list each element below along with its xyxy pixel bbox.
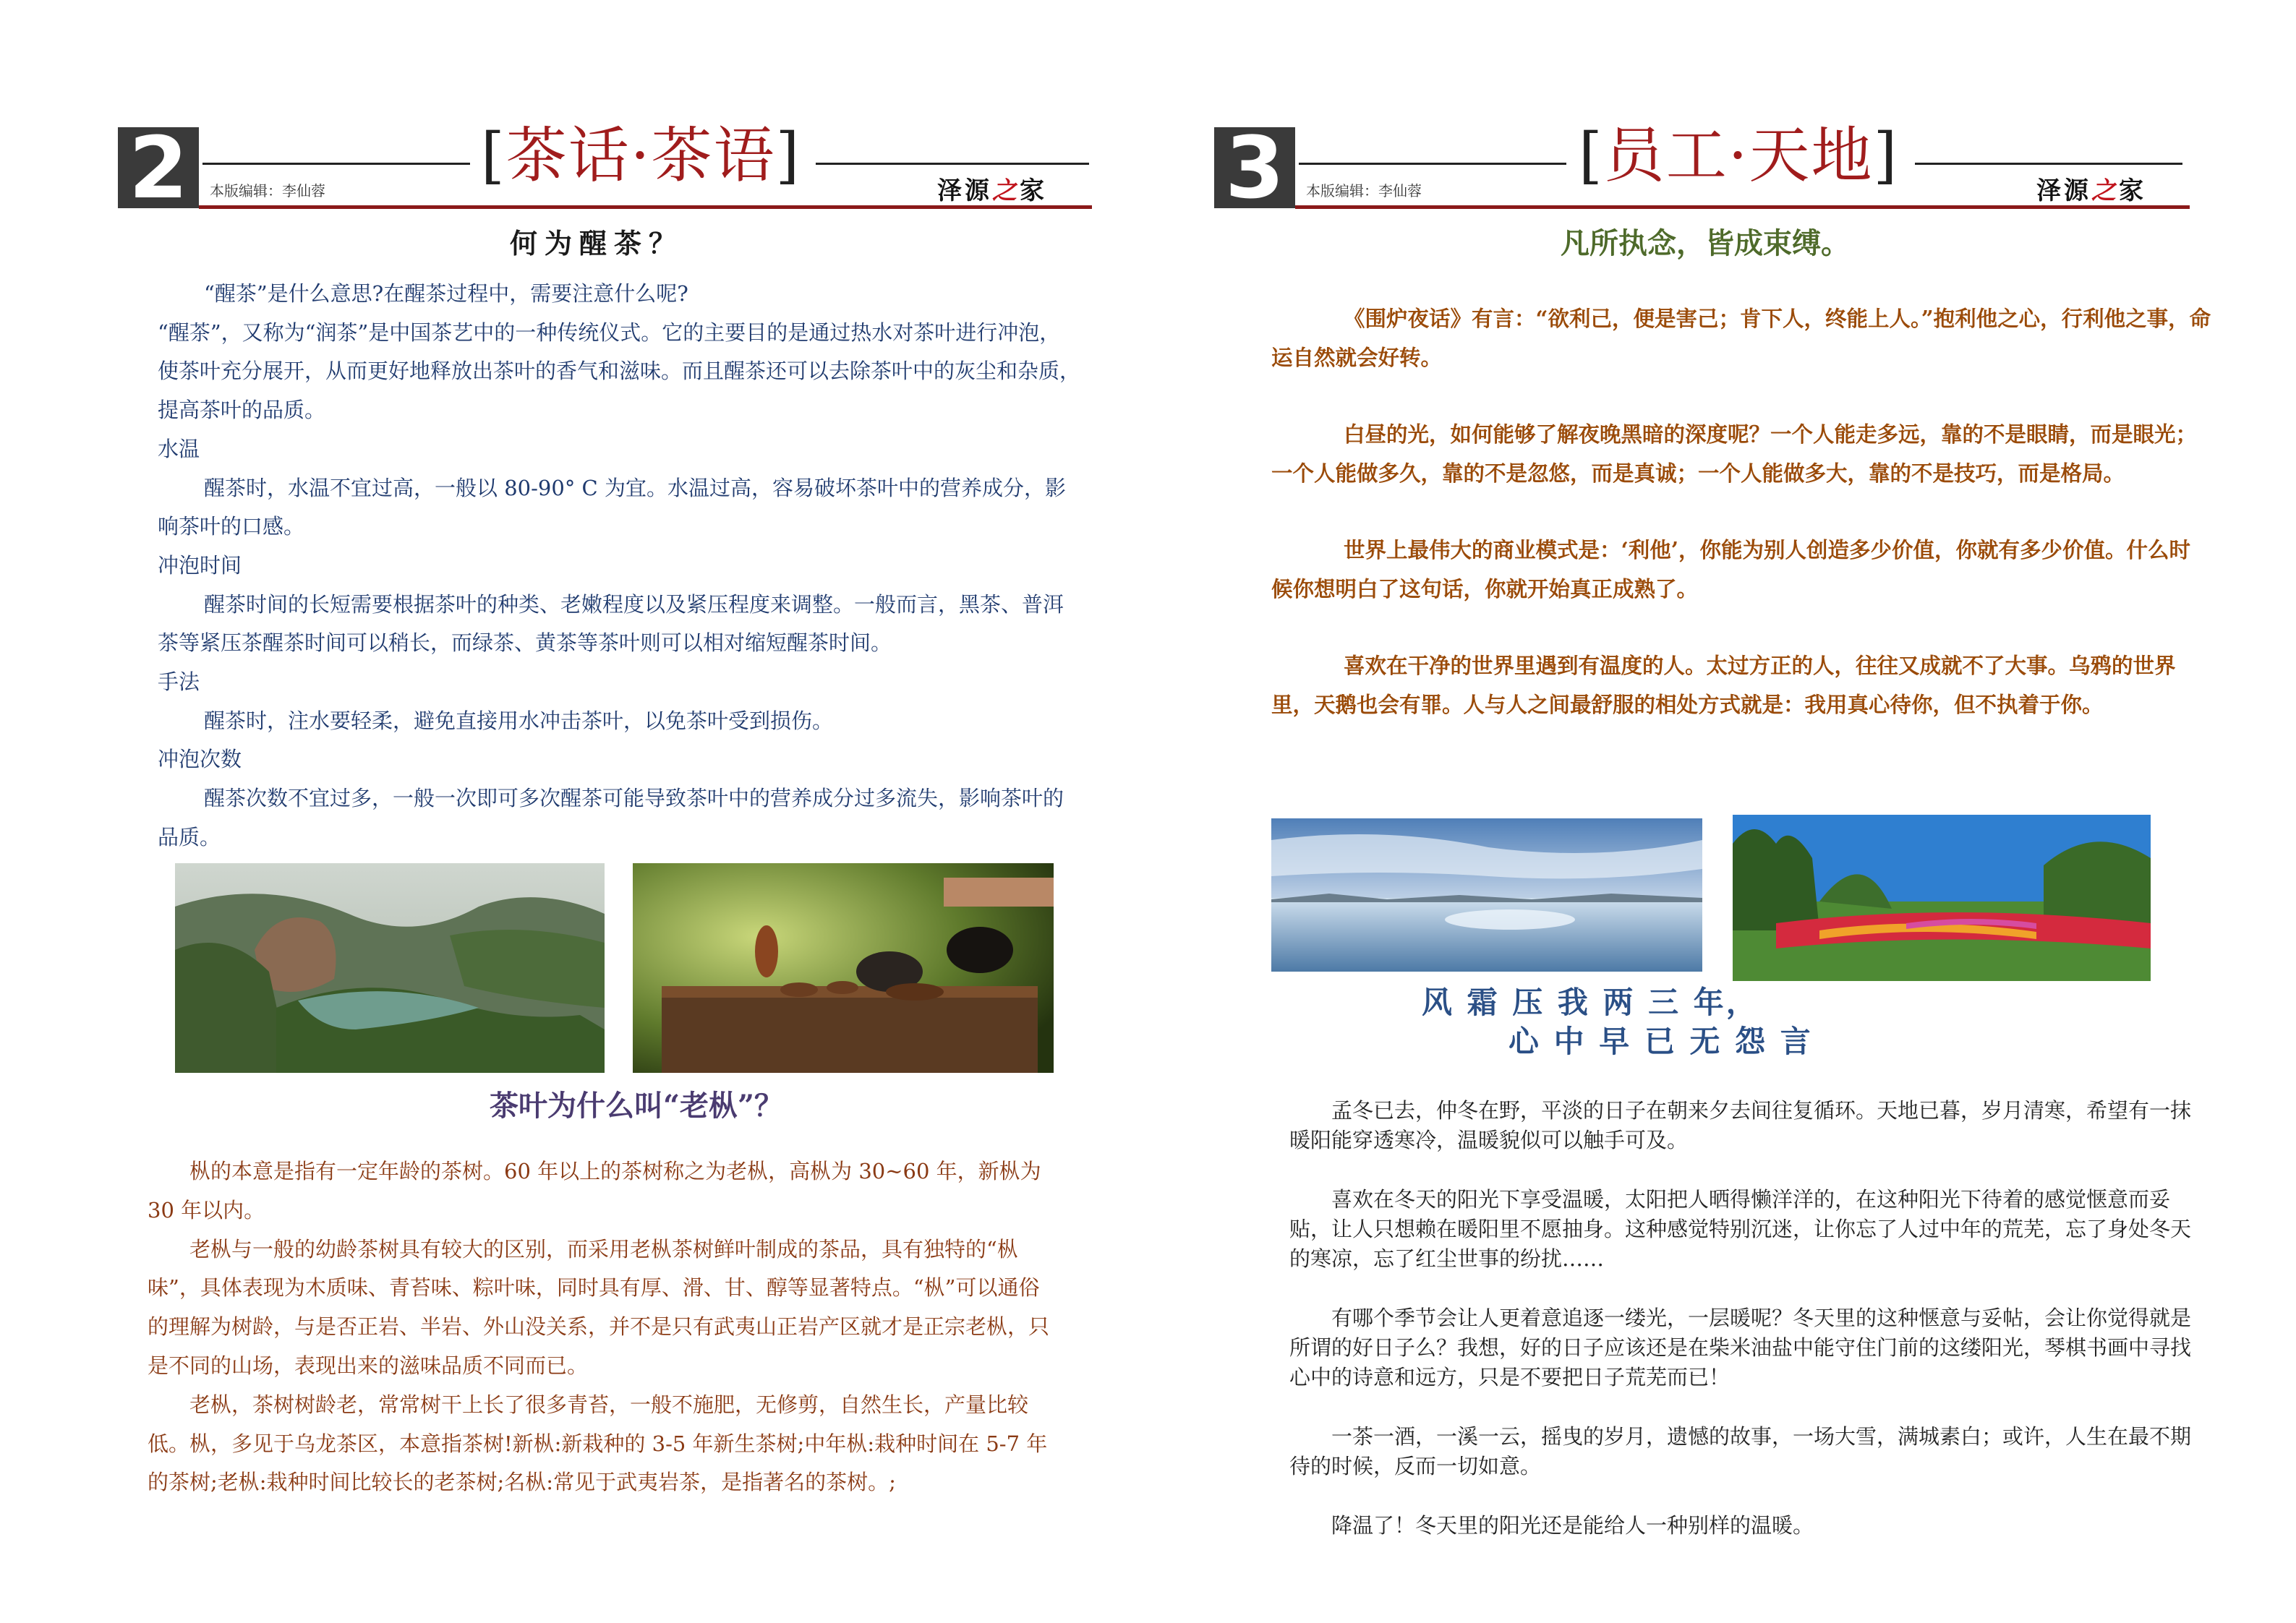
- article1-line: “醒茶”是什么意思?在醒茶过程中，需要注意什么呢?: [204, 281, 688, 306]
- title-bracket-close: ]: [775, 120, 801, 191]
- article1-body: [158, 275, 1080, 857]
- essay-paragraph: 降温了！冬天里的阳光还是能给人一种别样的温暖。: [1331, 1513, 1814, 1538]
- article1-line: 冲泡次数: [158, 747, 242, 772]
- title-bracket-open: [: [1579, 120, 1604, 191]
- poem-line-1: 风 霜 压 我 两 三 年，: [1422, 985, 1759, 1020]
- article1-line: 醒茶时间的长短需要根据茶叶的种类、老嫩程度以及紧压程度来调整。一般而言，黑茶、普洱茶等紧压茶醒茶时间可以稍长，而绿茶、黄茶等茶叶则可以相对缩短醒茶时间。: [158, 591, 1064, 656]
- paragraph-gap: [1289, 1274, 2195, 1303]
- paragraph-gap: [1271, 377, 2211, 415]
- header-rule-left: [1299, 163, 1566, 165]
- header-rule-right: [816, 163, 1089, 165]
- header-rule-left: [202, 163, 470, 165]
- article1-line: 醒茶时，水温不宜过高，一般以 80-90° C 为宜。水温过高，容易破坏茶叶中的营养成分，影响茶叶的口感。: [158, 475, 1066, 539]
- article1-line: “醒茶”，又称为“润茶”是中国茶艺中的一种传统仪式。它的主要目的是通过热水对茶叶进行冲泡，使茶叶充分展开，从而更好地释放出茶叶的香气和滋味。而且醒茶还可以去除茶叶中的灰尘和杂质，提高茶叶的品质。: [158, 320, 1081, 423]
- paragraph-gap: [1289, 1481, 2195, 1511]
- essay-paragraph: 有哪个季节会让人更着意追逐一缕光，一层暖呢？冬天里的这种惬意与妥帖，会让你觉得就是所谓的好日子么？我想，好的日子应该还是在柴米油盐中能守住门前的这缕阳光，琴棋书画中寻找心中的诗意和远方，只是不要把日子荒芜而已！: [1289, 1306, 2192, 1389]
- paragraph-gap: [1271, 608, 2211, 646]
- article1-line: 水温: [158, 436, 200, 461]
- article2-paragraph: 老枞，茶树树龄老，常常树干上长了很多青苔，一般不施肥，无修剪，自然生长，产量比较低。枞，多见于乌龙茶区，本意指茶树!新枞:新栽种的 3-5 年新生茶树;中年枞:栽种时间在 5-7 年的茶树;老枞:栽种时间比较长的老茶树;名枞:常见于武夷岩茶，是指著名的茶树。;: [148, 1392, 1048, 1495]
- quote-title: 凡所执念，皆成束缚。: [1561, 226, 1850, 260]
- article2-paragraph: 枞的本意是指有一定年龄的茶树。60 年以上的茶树称之为老枞，高枞为 30~60 年，新枞为 30 年以内。: [148, 1159, 1041, 1222]
- editor-credit: 本版编辑：李仙蓉: [210, 182, 325, 200]
- quote-paragraph: 喜欢在干净的世界里遇到有温度的人。太过方正的人，往往又成就不了大事。乌鸦的世界里，天鹅也会有罪。人与人之间最舒服的相处方式就是：我用真心待你，但不执着于你。: [1271, 653, 2176, 717]
- park-flowers-photo: [1733, 815, 2151, 981]
- essay-paragraph: 孟冬已去，仲冬在野，平淡的日子在朝来夕去间往复循环。天地已暮，岁月清寒，希望有一抹暖阳能穿透寒冷，温暖貌似可以触手可及。: [1289, 1098, 2192, 1152]
- essay-body: [1289, 1096, 2195, 1541]
- brand-part: 泽源: [937, 176, 992, 205]
- title-bracket-close: ]: [1873, 120, 1899, 191]
- poem-line-2: 心 中 早 已 无 怨 言: [1508, 1024, 1813, 1059]
- article1-line: 手法: [158, 669, 200, 695]
- essay-paragraph: 一茶一酒，一溪一云，摇曳的岁月，遗憾的故事，一场大雪，满城素白；或许，人生在最不期待的时候，反而一切如意。: [1289, 1424, 2192, 1478]
- brand-part: 家: [2119, 176, 2146, 205]
- article2-body: [148, 1152, 1054, 1502]
- title-text: 茶话·茶语: [505, 120, 776, 191]
- brand-part: 泽源: [2036, 176, 2091, 205]
- paragraph-gap: [1271, 492, 2211, 531]
- article1-line: 醒茶时，注水要轻柔，避免直接用水冲击茶叶，以免茶叶受到损伤。: [204, 708, 834, 733]
- article1-line: 醒茶次数不宜过多，一般一次即可多次醒茶可能导致茶叶中的营养成分过多流失，影响茶叶的品质。: [158, 786, 1064, 849]
- quote-paragraph: 白昼的光，如何能够了解夜晚黑暗的深度呢？一个人能走多远，靠的不是眼睛，而是眼光；一个人能做多久，靠的不是忽悠，而是真诚；一个人能做多大，靠的不是技巧，而是格局。: [1271, 421, 2198, 486]
- mountain-river-photo: [175, 863, 605, 1073]
- page-number: 2: [118, 127, 199, 208]
- essay-paragraph: 喜欢在冬天的阳光下享受温暖，太阳把人晒得懒洋洋的，在这种阳光下待着的感觉惬意而妥贴，让人只想赖在暖阳里不愿抽身。这种感觉特别沉迷，让你忘了人过中年的荒芜，忘了身处冬天的寒凉，忘了红尘世事的纷扰……: [1289, 1187, 2192, 1271]
- quote-paragraph: 《围炉夜话》有言：“欲利己，便是害己；肯下人，终能上人。”抱利他之心，行利他之事，命运自然就会好转。: [1271, 306, 2211, 370]
- article1-line: 冲泡时间: [158, 552, 242, 578]
- brand-part: 之: [992, 176, 1020, 205]
- article1-title: 何为醒茶？: [509, 227, 683, 260]
- brand-logo: [937, 171, 1047, 206]
- brand-part: 家: [1020, 176, 1047, 205]
- brand-part: 之: [2091, 176, 2119, 205]
- article2-paragraph: 老枞与一般的幼龄茶树具有较大的区别，而采用老枞茶树鲜叶制成的茶品，具有独特的“枞味”，具体表现为木质味、青苔味、粽叶味，同时具有厚、滑、甘、醇等显著特点。“枞”可以通俗的理解为树龄，与是否正岩、半岩、外山没关系，并不是只有武夷山正岩产区就才是正宗老枞，只是不同的山场，表现出来的滋味品质不同而已。: [148, 1236, 1050, 1378]
- article2-title: 茶叶为什么叫“老枞”？: [489, 1089, 783, 1123]
- editor-credit: 本版编辑：李仙蓉: [1306, 182, 1422, 200]
- section-title: [481, 116, 801, 195]
- paragraph-gap: [1289, 1155, 2195, 1185]
- title-text: 员工·天地: [1603, 120, 1874, 191]
- header-rule-right: [1915, 163, 2182, 165]
- paragraph-gap: [1289, 1392, 2195, 1422]
- page-number: 3: [1214, 127, 1295, 208]
- title-bracket-open: [: [481, 120, 506, 191]
- section-title: [1579, 116, 1898, 195]
- brand-logo: [2036, 171, 2146, 206]
- quote-paragraph: 世界上最伟大的商业模式是：‘利他’，你能为别人创造多少价值，你就有多少价值。什么时候你想明白了这句话，你就开始真正成熟了。: [1271, 537, 2191, 601]
- quotes-body: [1271, 299, 2211, 724]
- sea-bay-photo: [1271, 818, 1702, 972]
- tea-set-photo: [633, 863, 1054, 1073]
- page-3: [1148, 0, 2296, 1623]
